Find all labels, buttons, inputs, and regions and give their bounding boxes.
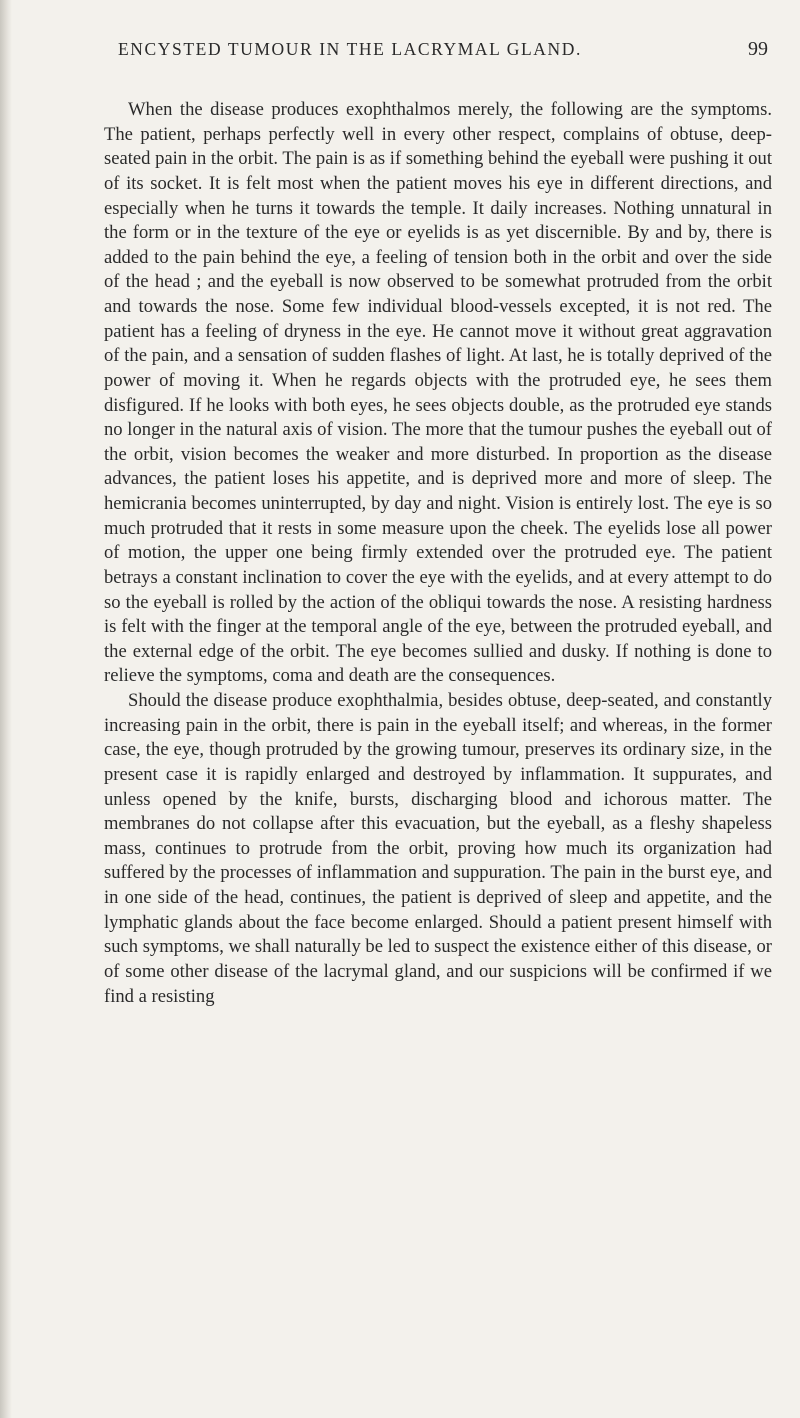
page-number: 99 xyxy=(748,38,768,60)
paragraph: When the disease produces exophthalmos merely, the following are the symptoms. The patient, perhaps perfectly well in every other respect, complains of obtuse, deep-seated pain in the orbit. The pain is as if something behind the eyeball were pushing it out of its socket. It is felt most when the patient moves his eye in different directions, and especially when he turns it towards the temple. It daily increases. Nothing unnatural in the form or in the texture of the eye or eyelids is as yet discernible. By and by, there is added to the pain behind the eye, a feeling of tension both in the orbit and over the side of the head ; and the eyeball is now observed to be somewhat protruded from the orbit and towards the nose. Some few individual blood-vessels excepted, it is not red. The patient has a feeling of dryness in the eye. He cannot move it without great aggravation of the pain, and a sensation of sudden flashes of light. At last, he is totally deprived of the power of moving it. When he regards objects with the protruded eye, he sees them disfigured. If he looks with both eyes, he sees objects double, as the protruded eye stands no longer in the natural axis of vision. The more that the tumour pushes the eyeball out of the orbit, vision becomes the weaker and more disturbed. In proportion as the disease advances, the patient loses his appetite, and is deprived more and more of sleep. The hemicrania becomes uninterrupted, by day and night. Vision is entirely lost. The eye is so much protruded that it rests in some measure upon the cheek. The eyelids lose all power of motion, the upper one being firmly extended over the protruded eye. The patient betrays a constant inclination to cover the eye with the eyelids, and at every attempt to do so the eyeball is rolled by the action of the obliqui towards the nose. A resisting hardness is felt with the finger at the temporal angle of the eye, between the protruded eyeball, and the external edge of the orbit. The eye becomes sullied and dusky. If nothing is done to relieve the symptoms, coma and death are the consequences. xyxy=(104,99,772,687)
body-text xyxy=(104,98,772,1009)
page-binding-shadow xyxy=(0,0,12,1418)
paragraph: Should the disease produce exophthalmia, besides obtuse, deep-seated, and constantly increasing pain in the orbit, there is pain in the eyeball itself; and whereas, in the former case, the eye, though protruded by the growing tumour, preserves its ordinary size, in the present case it is rapidly enlarged and destroyed by inflammation. It suppurates, and unless opened by the knife, bursts, discharging blood and ichorous matter. The membranes do not collapse after this evacuation, but the eyeball, as a fleshy shapeless mass, continues to protrude from the orbit, proving how much its organization had suffered by the processes of inflammation and suppuration. The pain in the burst eye, and in one side of the head, continues, the patient is deprived of sleep and appetite, and the lymphatic glands about the face become enlarged. Should a patient present himself with such symptoms, we shall naturally be led to suspect the existence either of this disease, or of some other disease of the lacrymal gland, and our suspicions will be confirmed if we find a resisting xyxy=(104,690,772,1007)
running-title: ENCYSTED TUMOUR IN THE LACRYMAL GLAND. xyxy=(118,39,582,59)
running-head xyxy=(104,38,772,78)
book-page xyxy=(104,38,772,1009)
